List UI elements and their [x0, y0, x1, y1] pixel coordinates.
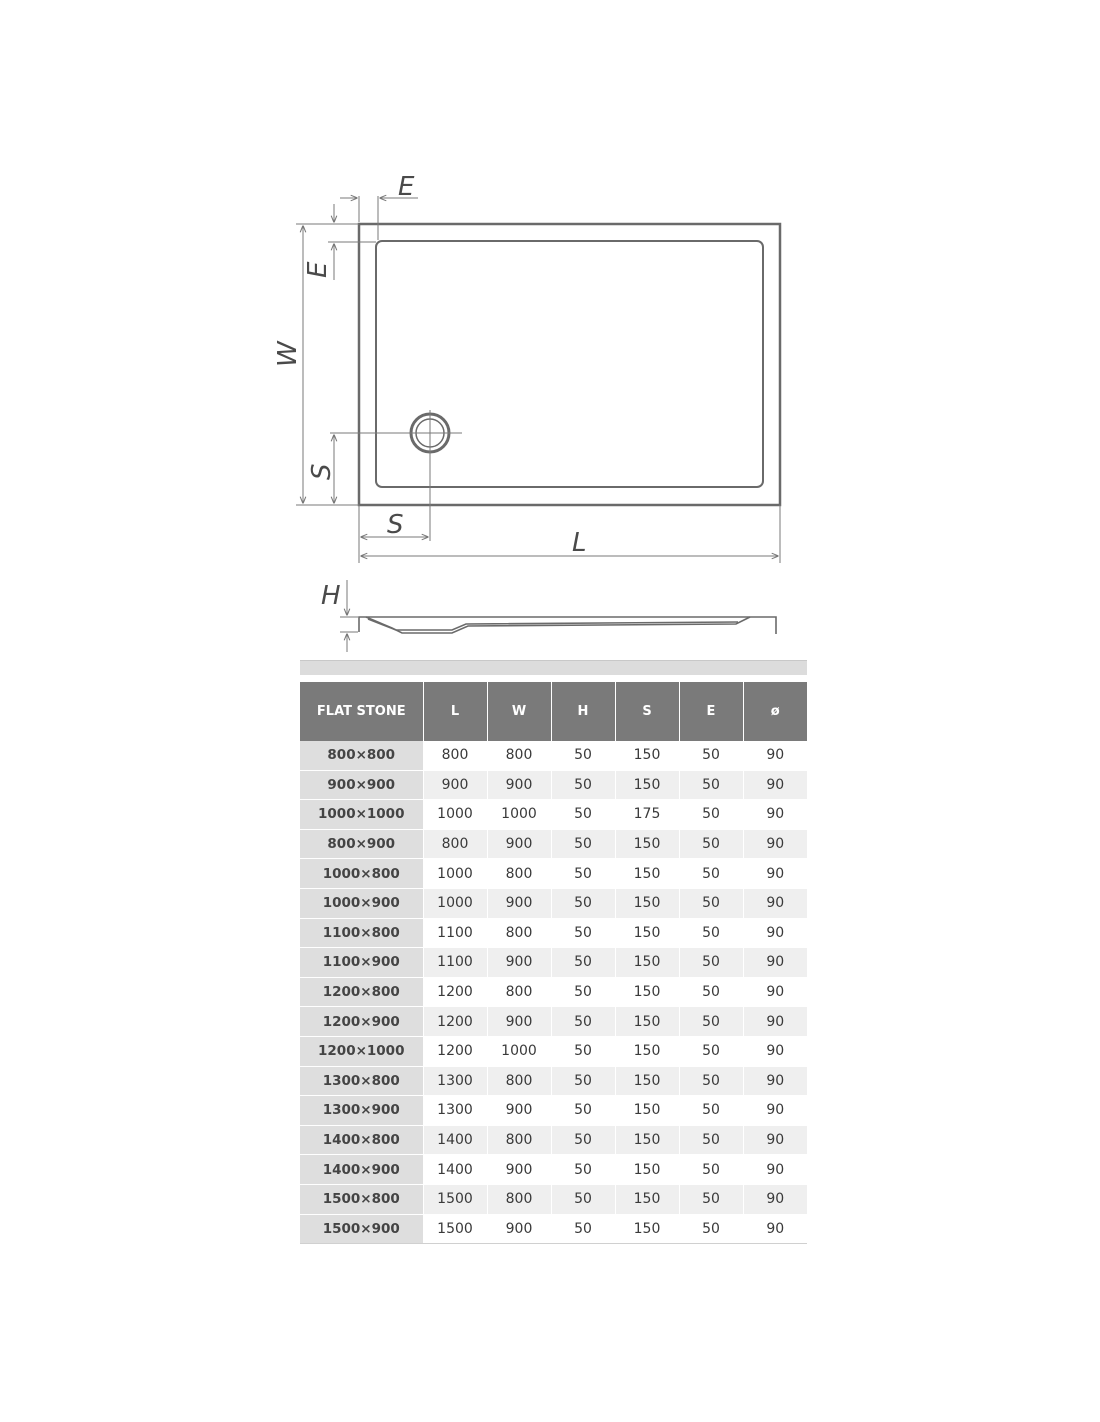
- cell-s: 150: [615, 859, 679, 889]
- cell-s: 150: [615, 1125, 679, 1155]
- table-row: [300, 1096, 807, 1126]
- table-row: [300, 888, 807, 918]
- header-h: H: [551, 682, 615, 741]
- table-row: [300, 1066, 807, 1096]
- table-row: [300, 918, 807, 948]
- header-l: L: [423, 682, 487, 741]
- cell-s: 150: [615, 829, 679, 859]
- cell-e: 50: [679, 948, 743, 978]
- cell-e: 50: [679, 741, 743, 770]
- table-row: [300, 829, 807, 859]
- table-row: [300, 1214, 807, 1244]
- cell-diameter: 90: [743, 977, 807, 1007]
- cell-e: 50: [679, 1125, 743, 1155]
- header-diameter: ø: [743, 682, 807, 741]
- cell-model: 800×800: [300, 741, 423, 770]
- cell-h: 50: [551, 1036, 615, 1066]
- cell-s: 150: [615, 1036, 679, 1066]
- cell-e: 50: [679, 800, 743, 830]
- label-h: H: [321, 581, 341, 611]
- label-s-side: S: [307, 463, 337, 480]
- table-row: [300, 948, 807, 978]
- header-model: FLAT STONE: [300, 682, 423, 741]
- cell-h: 50: [551, 918, 615, 948]
- cell-model: 1000×1000: [300, 800, 423, 830]
- table-row: [300, 1125, 807, 1155]
- cell-model: 1000×800: [300, 859, 423, 889]
- cell-w: 800: [487, 1184, 551, 1214]
- table-row: [300, 1036, 807, 1066]
- cell-e: 50: [679, 859, 743, 889]
- cell-h: 50: [551, 1066, 615, 1096]
- cell-diameter: 90: [743, 948, 807, 978]
- cell-s: 150: [615, 1155, 679, 1185]
- cell-h: 50: [551, 1214, 615, 1244]
- cell-w: 1000: [487, 1036, 551, 1066]
- cell-h: 50: [551, 977, 615, 1007]
- cell-h: 50: [551, 888, 615, 918]
- cell-h: 50: [551, 1007, 615, 1037]
- table-row: [300, 741, 807, 770]
- cell-model: 1200×1000: [300, 1036, 423, 1066]
- cell-w: 800: [487, 859, 551, 889]
- cell-model: 1100×900: [300, 948, 423, 978]
- cell-w: 800: [487, 1125, 551, 1155]
- cell-l: 1000: [423, 888, 487, 918]
- cell-e: 50: [679, 829, 743, 859]
- cell-w: 800: [487, 977, 551, 1007]
- cell-l: 1000: [423, 859, 487, 889]
- cell-diameter: 90: [743, 888, 807, 918]
- cell-h: 50: [551, 829, 615, 859]
- cell-diameter: 90: [743, 1096, 807, 1126]
- table-header-row: [300, 682, 807, 741]
- cell-diameter: 90: [743, 1155, 807, 1185]
- dimension-lines: [296, 196, 780, 652]
- cell-e: 50: [679, 918, 743, 948]
- cell-model: 1000×900: [300, 888, 423, 918]
- cell-model: 900×900: [300, 770, 423, 800]
- table-row: [300, 800, 807, 830]
- table-row: [300, 1155, 807, 1185]
- cell-model: 1300×800: [300, 1066, 423, 1096]
- cell-e: 50: [679, 1096, 743, 1126]
- cell-diameter: 90: [743, 829, 807, 859]
- cell-s: 150: [615, 770, 679, 800]
- cell-diameter: 90: [743, 1214, 807, 1244]
- cell-l: 1500: [423, 1184, 487, 1214]
- cell-diameter: 90: [743, 741, 807, 770]
- cell-l: 1300: [423, 1096, 487, 1126]
- cell-w: 900: [487, 1096, 551, 1126]
- cell-model: 1400×900: [300, 1155, 423, 1185]
- cell-w: 800: [487, 1066, 551, 1096]
- cell-l: 1400: [423, 1155, 487, 1185]
- cell-l: 800: [423, 741, 487, 770]
- separator-bar: [300, 660, 807, 675]
- cell-diameter: 90: [743, 1007, 807, 1037]
- cell-h: 50: [551, 741, 615, 770]
- table-row: [300, 770, 807, 800]
- technical-drawing: [0, 0, 1100, 680]
- cell-e: 50: [679, 770, 743, 800]
- cell-h: 50: [551, 1125, 615, 1155]
- label-w: W: [273, 341, 303, 367]
- cell-s: 150: [615, 1007, 679, 1037]
- cell-w: 900: [487, 1155, 551, 1185]
- cell-h: 50: [551, 770, 615, 800]
- label-e-top: E: [398, 172, 415, 202]
- tray-side-profile: [359, 617, 776, 634]
- cell-h: 50: [551, 859, 615, 889]
- table-row: [300, 1007, 807, 1037]
- cell-e: 50: [679, 1066, 743, 1096]
- cell-diameter: 90: [743, 1125, 807, 1155]
- cell-h: 50: [551, 1184, 615, 1214]
- table-row: [300, 859, 807, 889]
- cell-s: 175: [615, 800, 679, 830]
- cell-s: 150: [615, 1184, 679, 1214]
- cell-l: 900: [423, 770, 487, 800]
- cell-l: 1300: [423, 1066, 487, 1096]
- cell-model: 1300×900: [300, 1096, 423, 1126]
- label-e-side: E: [303, 261, 333, 278]
- cell-w: 900: [487, 770, 551, 800]
- tray-top-view: [359, 224, 780, 505]
- dimensions-table: [300, 682, 807, 1244]
- cell-s: 150: [615, 888, 679, 918]
- cell-e: 50: [679, 888, 743, 918]
- cell-diameter: 90: [743, 1184, 807, 1214]
- cell-diameter: 90: [743, 1036, 807, 1066]
- cell-model: 1500×900: [300, 1214, 423, 1244]
- cell-diameter: 90: [743, 918, 807, 948]
- cell-e: 50: [679, 977, 743, 1007]
- cell-h: 50: [551, 1096, 615, 1126]
- cell-h: 50: [551, 800, 615, 830]
- table-row: [300, 977, 807, 1007]
- cell-s: 150: [615, 1066, 679, 1096]
- cell-s: 150: [615, 1214, 679, 1244]
- cell-s: 150: [615, 948, 679, 978]
- cell-e: 50: [679, 1155, 743, 1185]
- cell-model: 800×900: [300, 829, 423, 859]
- cell-s: 150: [615, 977, 679, 1007]
- cell-w: 900: [487, 1007, 551, 1037]
- label-s-bottom: S: [387, 510, 404, 540]
- cell-l: 1100: [423, 918, 487, 948]
- cell-e: 50: [679, 1214, 743, 1244]
- cell-w: 900: [487, 948, 551, 978]
- cell-w: 800: [487, 741, 551, 770]
- cell-w: 900: [487, 888, 551, 918]
- cell-diameter: 90: [743, 800, 807, 830]
- cell-s: 150: [615, 741, 679, 770]
- cell-s: 150: [615, 918, 679, 948]
- cell-l: 1200: [423, 977, 487, 1007]
- cell-l: 800: [423, 829, 487, 859]
- cell-model: 1500×800: [300, 1184, 423, 1214]
- cell-h: 50: [551, 948, 615, 978]
- cell-model: 1100×800: [300, 918, 423, 948]
- cell-model: 1200×900: [300, 1007, 423, 1037]
- cell-l: 1500: [423, 1214, 487, 1244]
- cell-diameter: 90: [743, 770, 807, 800]
- cell-w: 1000: [487, 800, 551, 830]
- cell-w: 900: [487, 1214, 551, 1244]
- cell-h: 50: [551, 1155, 615, 1185]
- cell-l: 1400: [423, 1125, 487, 1155]
- cell-e: 50: [679, 1036, 743, 1066]
- cell-e: 50: [679, 1184, 743, 1214]
- header-w: W: [487, 682, 551, 741]
- cell-l: 1200: [423, 1007, 487, 1037]
- cell-e: 50: [679, 1007, 743, 1037]
- cell-diameter: 90: [743, 859, 807, 889]
- cell-w: 900: [487, 829, 551, 859]
- header-e: E: [679, 682, 743, 741]
- cell-l: 1200: [423, 1036, 487, 1066]
- cell-s: 150: [615, 1096, 679, 1126]
- cell-w: 800: [487, 918, 551, 948]
- table-row: [300, 1184, 807, 1214]
- cell-l: 1100: [423, 948, 487, 978]
- cell-diameter: 90: [743, 1066, 807, 1096]
- header-s: S: [615, 682, 679, 741]
- label-l: L: [572, 528, 587, 558]
- cell-model: 1400×800: [300, 1125, 423, 1155]
- cell-l: 1000: [423, 800, 487, 830]
- cell-model: 1200×800: [300, 977, 423, 1007]
